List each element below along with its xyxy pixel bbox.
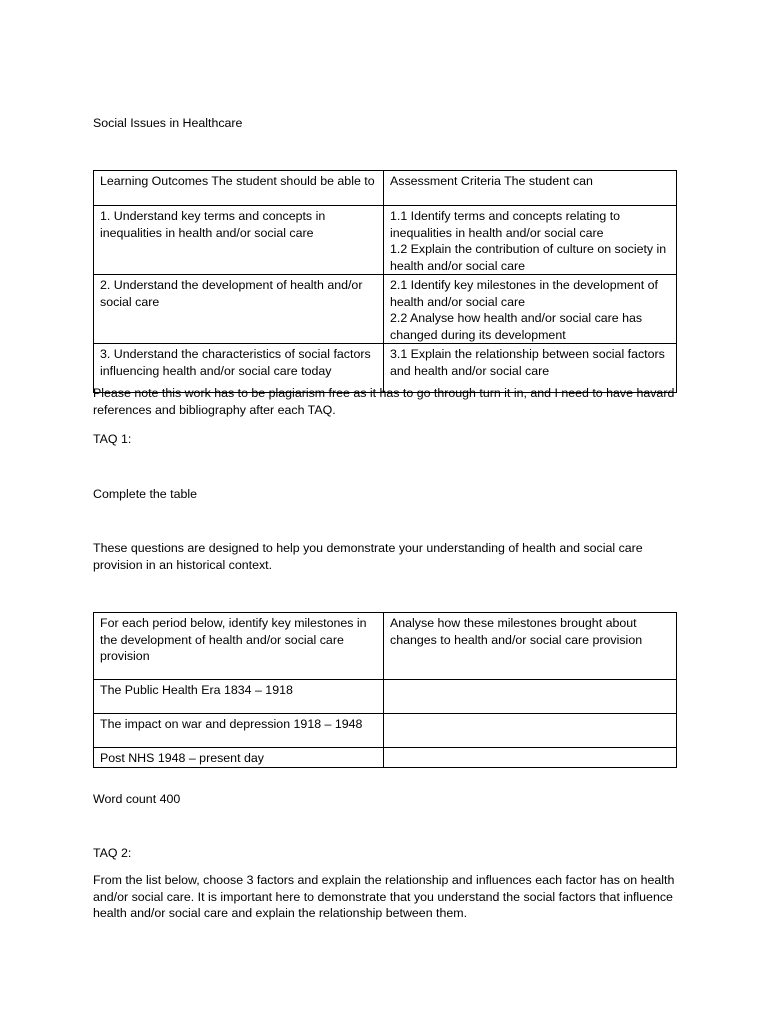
learning-outcome-cell: 2. Understand the development of health and/or social care <box>94 275 384 344</box>
criteria-item: 1.1 Identify terms and concepts relating to inequalities in health and/or social care <box>390 209 621 240</box>
learning-outcomes-header: Learning Outcomes The student should be able to <box>94 171 384 206</box>
taq1-intro: These questions are designed to help you demonstrate your understanding of health and social care provision in an historical context. <box>93 541 643 572</box>
table-row <box>94 680 677 714</box>
document-title: Social Issues in Healthcare <box>93 116 243 130</box>
answer-cell <box>384 680 677 714</box>
period-cell: The impact on war and depression 1918 – 1948 <box>94 714 384 748</box>
milestones-table <box>93 612 677 768</box>
milestones-header: For each period below, identify key milestones in the development of health and/or social care provision <box>94 613 384 680</box>
assessment-criteria-header: Assessment Criteria The student can <box>384 171 677 206</box>
criteria-item: 2.2 Analyse how health and/or social care has changed during its development <box>390 311 643 342</box>
table-header-row <box>94 613 677 680</box>
answer-cell <box>384 748 677 768</box>
table-row <box>94 714 677 748</box>
learning-outcome-cell: 3. Understand the characteristics of social factors influencing health and/or social care today <box>94 344 384 393</box>
table-row <box>94 748 677 768</box>
learning-outcomes-table <box>93 170 677 393</box>
taq1-instruction: Complete the table <box>93 487 198 501</box>
table-row <box>94 206 677 275</box>
period-cell: The Public Health Era 1834 – 1918 <box>94 680 384 714</box>
word-count: Word count 400 <box>93 792 181 806</box>
taq2-heading: TAQ 2: <box>93 846 132 860</box>
period-cell: Post NHS 1948 – present day <box>94 748 384 768</box>
plagiarism-note: Please note this work has to be plagiarism free as it has to go through turn it in, and I need to have havard references and bibliography after each TAQ. <box>93 386 675 417</box>
criteria-item: 2.1 Identify key milestones in the development of health and/or social care <box>390 278 658 309</box>
criteria-item: 1.2 Explain the contribution of culture on society in health and/or social care <box>390 242 667 273</box>
taq1-heading: TAQ 1: <box>93 432 132 446</box>
table-header-row <box>94 171 677 206</box>
table-row <box>94 275 677 344</box>
answer-cell <box>384 714 677 748</box>
assessment-criteria-cell <box>384 275 677 344</box>
analysis-header: Analyse how these milestones brought about changes to health and/or social care provision <box>384 613 677 680</box>
criteria-item: 3.1 Explain the relationship between social factors and health and/or social care <box>390 347 665 378</box>
learning-outcome-cell: 1. Understand key terms and concepts in inequalities in health and/or social care <box>94 206 384 275</box>
assessment-criteria-cell <box>384 206 677 275</box>
taq2-text: From the list below, choose 3 factors and explain the relationship and influences each factor has on health and/or social care. It is important here to demonstrate that you understand the social factors that influence health and/or social care and explain the relationship between them. <box>93 873 675 920</box>
